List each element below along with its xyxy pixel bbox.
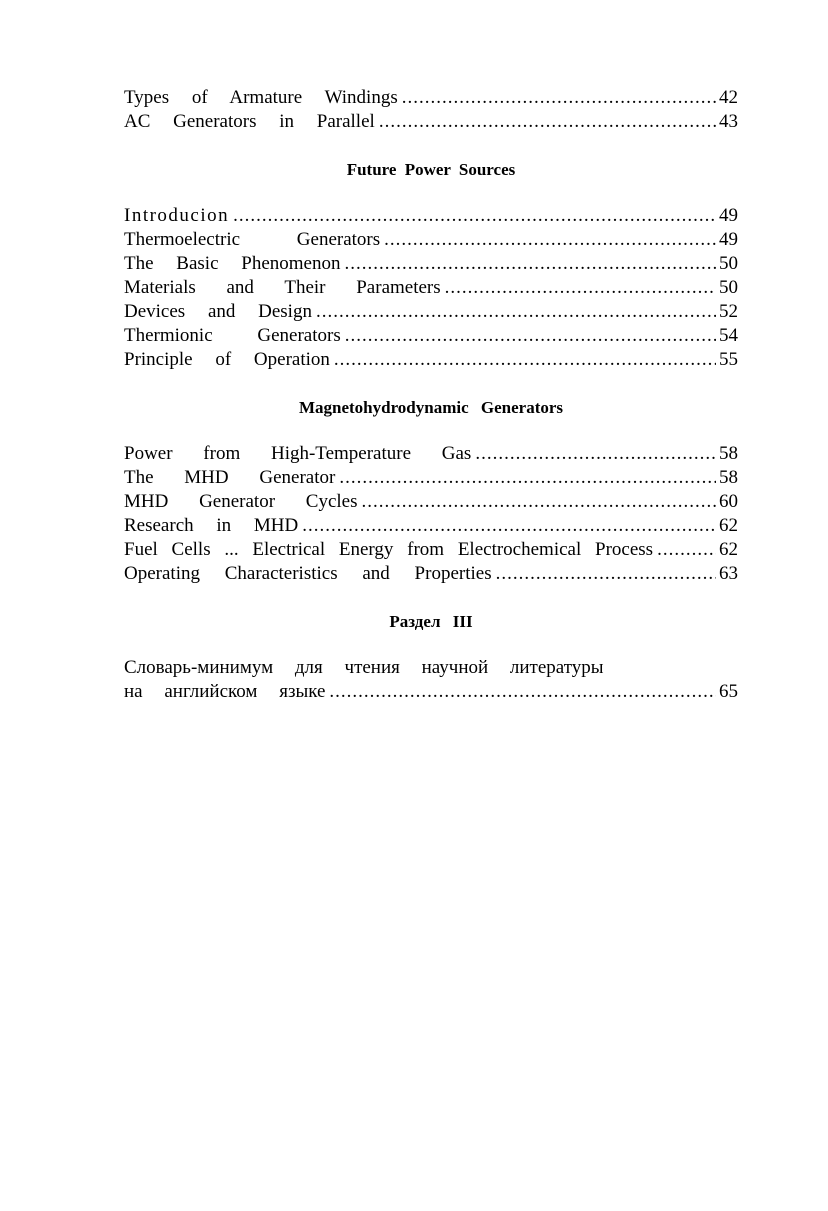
toc-entry[interactable]: [124, 348, 738, 372]
toc-entry-page: 49: [719, 229, 738, 250]
toc-entry[interactable]: [124, 680, 738, 704]
dot-leader: [345, 324, 716, 348]
dot-leader: [316, 300, 716, 324]
toc-entry-title: Operating Characteristics and Properties: [124, 563, 492, 584]
toc-entry-page: 52: [719, 301, 738, 322]
toc-entry-page: 62: [719, 539, 738, 560]
dot-leader: [402, 86, 716, 110]
toc-entry-title: Devices and Design: [124, 301, 312, 322]
dot-leader: [657, 538, 716, 562]
toc-entry[interactable]: [124, 514, 738, 538]
toc-entry[interactable]: [124, 204, 738, 228]
toc-entry[interactable]: [124, 228, 738, 252]
table-of-contents: [124, 86, 738, 704]
toc-entry-title: Research in MHD: [124, 515, 299, 536]
toc-entry-page: 42: [719, 87, 738, 108]
toc-entry-title: на английском языке: [124, 681, 326, 702]
dot-leader: [334, 348, 716, 372]
toc-entry[interactable]: [124, 276, 738, 300]
toc-entry[interactable]: [124, 538, 738, 562]
toc-group-future-power: [124, 204, 738, 372]
section-heading-future-power: Future Power Sources: [346, 160, 516, 179]
toc-entry-page: 49: [719, 205, 738, 226]
toc-group-armature: [124, 86, 738, 134]
toc-entry[interactable]: [124, 466, 738, 490]
toc-entry-title-line1: Словарь-минимум для чтения научной литературы: [124, 657, 604, 678]
dot-leader: [329, 680, 716, 704]
dot-leader: [475, 442, 716, 466]
toc-entry-title: Principle of Operation: [124, 349, 330, 370]
toc-entry-page: 65: [719, 681, 738, 702]
toc-entry-title: Thermoelectric Generators: [124, 229, 381, 250]
dot-leader: [384, 228, 716, 252]
toc-entry-title: Fuel Cells ... Electrical Energy from Electrochemical Process: [124, 539, 654, 560]
toc-entry[interactable]: [124, 252, 738, 276]
toc-entry[interactable]: [124, 442, 738, 466]
toc-entry[interactable]: [124, 490, 738, 514]
toc-entry-page: 58: [719, 467, 738, 488]
dot-leader: [344, 252, 716, 276]
toc-entry-page: 54: [719, 325, 738, 346]
toc-entry-page: 62: [719, 515, 738, 536]
toc-entry[interactable]: [124, 300, 738, 324]
dot-leader: [233, 204, 716, 228]
toc-entry-page: 63: [719, 563, 738, 584]
toc-entry-page: 43: [719, 111, 738, 132]
toc-entry-title: Power from High-Temperature Gas: [124, 443, 472, 464]
toc-entry[interactable]: [124, 110, 738, 134]
toc-entry-title: Thermionic Generators: [124, 325, 341, 346]
toc-group-mhd: [124, 442, 738, 586]
toc-entry-title: Introducion: [124, 205, 230, 226]
dot-leader: [302, 514, 716, 538]
dot-leader: [339, 466, 716, 490]
dot-leader: [496, 562, 716, 586]
toc-entry-title: The MHD Generator: [124, 467, 336, 488]
toc-entry-page: 58: [719, 443, 738, 464]
dot-leader: [379, 110, 716, 134]
toc-entry[interactable]: [124, 86, 738, 110]
toc-entry-title: The Basic Phenomenon: [124, 253, 341, 274]
section-heading-mhd: Magnetohydrodynamic Generators: [298, 398, 564, 417]
toc-entry-page: 50: [719, 253, 738, 274]
toc-entry-page: 55: [719, 349, 738, 370]
toc-entry-page: 50: [719, 277, 738, 298]
toc-entry-page: 60: [719, 491, 738, 512]
dot-leader: [445, 276, 716, 300]
toc-entry-title: AC Generators in Parallel: [124, 111, 375, 132]
toc-entry[interactable]: [124, 562, 738, 586]
toc-entry-title: MHD Generator Cycles: [124, 491, 358, 512]
toc-entry[interactable]: [124, 324, 738, 348]
toc-group-section3: [124, 656, 738, 704]
toc-entry-title: Materials and Their Parameters: [124, 277, 441, 298]
dot-leader: [362, 490, 716, 514]
toc-entry-title: Types of Armature Windings: [124, 87, 398, 108]
section-heading-section3: Раздел III: [389, 612, 473, 631]
